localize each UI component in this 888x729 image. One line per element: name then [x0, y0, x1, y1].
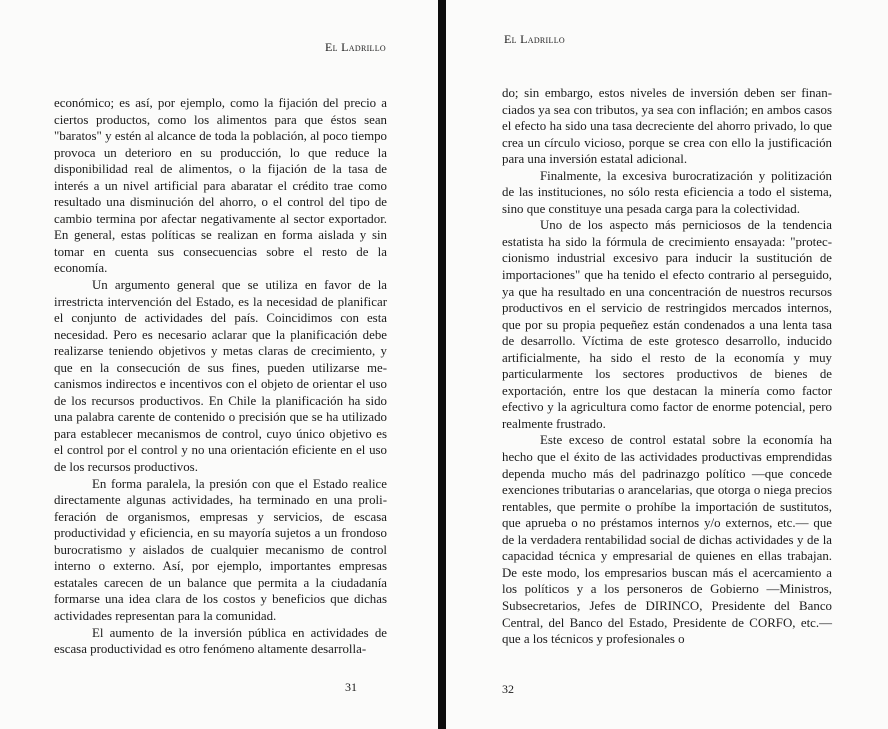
page-body-text [502, 85, 832, 648]
paragraph: El aumento de la inversión pública en actividades de escasa productividad es otro fenómeno altamente desarrolla- [54, 625, 387, 657]
running-header: El Ladrillo [325, 40, 386, 54]
left-page [0, 0, 438, 729]
paragraph: económico; es así, por ejemplo, como la fijación del precio a ciertos productos, como los alimentos para que éstos sean "baratos" y estén al alcance de toda la población, al poco tiempo provoca un deterioro en su producción, lo que reduce la disponibilidad real de alimentos, o la fijación de la tasa de interés a un nivel artificial para abaratar el crédito trae como resultado una disminución del ahorro, o el control del tipo de cambio termina por afectar negativamente al sector exportador. En general, estas políticas se realizan en forma aislada y sin tomar en cuenta sus consecuencias sobre el resto de la economía. [54, 96, 387, 276]
paragraph: Uno de los aspecto más perniciosos de la tendencia estatista ha sido la fórmula de crecimiento ensayada: "proteccionismo industrial excesivo para inducir la sustitución de importaciones" que ha tenido el efecto contrario al perseguido, ya que ha resultado en una concentración de nuestros recursos productivos en el servicio de restringidos mercados internos, que por su propia pequeñez están condenados a una lenta tasa de desarrollo. Víctima de este grotesco desarrollo, inducido artificialmente, ha sido el resto de la economía y muy particularmente los sectores productivos de bienes de exportación, entre los que destacan la minería como factor efectivo y la agricultura como factor de enorme potencial, pero realmente frustrado. [502, 218, 832, 431]
paragraph: Finalmente, la excesiva burocratización y politización de las instituciones, no sólo resta eficiencia a todo el sistema, sino que constituye una pesada carga para la colectividad. [502, 168, 832, 216]
paragraph: En forma paralela, la presión con que el Estado realice directamente algunas actividades, ha terminado en una proliferación de organismos, empresas y servicios, de escasa productividad y eficiencia, en su mayoría sujetos a un frondoso burocratismo y aislados de cualquier mecanismo de control interno o externo. Así, por ejemplo, importantes empresas estatales carecen de un balance que permita a la ciudadanía formarse una idea clara de los costos y beneficios que dichas actividades representan para la comunidad. [54, 476, 387, 623]
paragraph: Este exceso de control estatal sobre la economía ha hecho que el éxito de las actividades productivas emprendidas dependa mucho más del padrinazgo político —que concede exenciones tributarias o arancelarias, que otorga o niega precios rentables, que permite o prohíbe la importación de sustitutos, que aprueba o no préstamos internos y/o externos, etc.— que de la verdadera rentabilidad social de dichas actividades y de la capacidad técnica y empresarial de quienes en ellas trabajan. De este modo, los empresarios buscan más el acercamiento a los políticos y a los personeros de Gobierno —Ministros, Subsecretarios, Jefes de DIRINCO, Presidente del Banco Central, del Banco del Estado, Presidente de CORFO, etc.— que a los técnicos y profesionales o [502, 433, 832, 647]
right-page [446, 0, 888, 729]
book-gutter [438, 0, 446, 729]
paragraph: do; sin embargo, estos niveles de inversión deben ser financiados ya sea con tributos, ya sea con inflación; en ambos casos el efecto ha sido una tasa decreciente del ahorro privado, lo que crea un círculo vicioso, porque se crea con ello la justificación para una inversión estatal adicional. [502, 86, 832, 167]
page-body-text [54, 95, 387, 658]
page-number: 32 [502, 682, 514, 696]
running-header: El Ladrillo [504, 32, 565, 46]
page-number: 31 [345, 680, 357, 694]
paragraph: Un argumento general que se utiliza en favor de la irrestricta intervención del Estado, es la necesidad de planificar el conjunto de actividades del país. Coincidimos con esta necesidad. Pero es necesario aclarar que la planificación debe realizarse teniendo objetivos y metas claras de crecimiento, y que en la consecución de sus fines, pueden utilizarse mecanismos indirectos e incentivos con el objeto de orientar el uso de los recursos productivos. En Chile la planificación ha sido una palabra carente de contenido o precisión que se ha utilizado para establecer mecanismos de control, cuyo único objetivo es el control por el control y no una orientación eficiente en el uso de los recursos productivos. [54, 278, 387, 475]
